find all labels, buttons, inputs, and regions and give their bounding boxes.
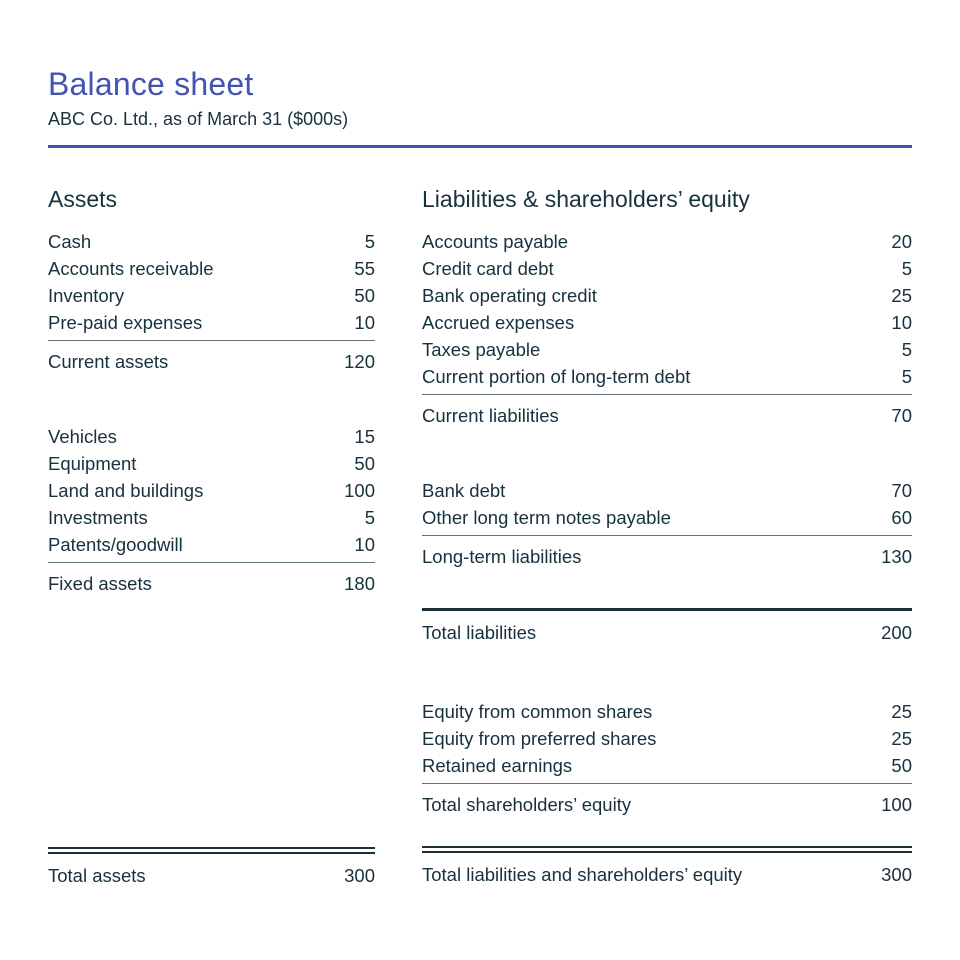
spacer [422,646,912,698]
spacer [422,818,912,846]
line-item-value: 25 [891,728,912,749]
line-item-row [48,228,375,255]
header-divider [48,145,912,148]
subtotal-value: 130 [881,546,912,567]
line-item-label: Bank operating credit [422,285,597,306]
subtotal-label: Current liabilities [422,405,559,426]
line-item-value: 15 [354,426,375,447]
total-value: 300 [881,864,912,885]
line-item-value: 20 [891,231,912,252]
line-item-value: 10 [354,312,375,333]
line-item-label: Inventory [48,285,125,306]
spacer [48,375,375,423]
total-row [422,861,912,888]
line-item-row [48,531,375,558]
spacer [422,429,912,477]
line-item-row [422,336,912,363]
line-item-label: Other long term notes payable [422,507,671,528]
spacer [48,597,375,847]
grand-total-rule [48,847,375,854]
line-item-row [422,698,912,725]
line-item-value: 5 [901,366,912,387]
line-item-value: 5 [901,339,912,360]
line-item-row [48,255,375,282]
total-value: 300 [344,865,375,886]
line-item-label: Pre-paid expenses [48,312,203,333]
balance-sheet-columns [48,186,912,889]
subtotal-value: 100 [881,794,912,815]
subtotal-row [422,791,912,818]
line-item-label: Patents/goodwill [48,534,183,555]
line-item-value: 5 [364,231,375,252]
line-item-label: Vehicles [48,426,117,447]
line-item-label: Taxes payable [422,339,541,360]
line-item-value: 25 [891,285,912,306]
line-item-row [48,423,375,450]
subtotal-row [422,543,912,570]
line-item-label: Accounts payable [422,231,569,252]
line-item-value: 55 [354,258,375,279]
line-item-row [48,450,375,477]
subtotal-label: Total shareholders’ equity [422,794,632,815]
line-item-label: Accrued expenses [422,312,575,333]
line-item-value: 70 [891,480,912,501]
line-item-label: Equity from preferred shares [422,728,657,749]
total-label: Total liabilities [422,622,537,643]
line-item-row [48,282,375,309]
line-item-value: 5 [901,258,912,279]
line-item-value: 50 [354,453,375,474]
line-item-value: 100 [344,480,375,501]
line-item-label: Current portion of long-term debt [422,366,691,387]
liabilities-heading: Liabilities & shareholders’ equity [422,186,750,212]
line-item-row [422,282,912,309]
subtotal-value: 120 [344,351,375,372]
subtotal-row [48,348,375,375]
subtotal-rule [422,394,912,395]
line-item-row [48,309,375,336]
total-value: 200 [881,622,912,643]
line-item-value: 5 [364,507,375,528]
page-subtitle: ABC Co. Ltd., as of March 31 ($000s) [48,109,349,129]
subtotal-value: 70 [891,405,912,426]
assets-heading: Assets [48,186,118,212]
page-title: Balance sheet [48,66,254,102]
line-item-label: Bank debt [422,480,506,501]
line-item-value: 60 [891,507,912,528]
line-item-row [422,309,912,336]
line-item-value: 50 [891,755,912,776]
spacer [422,570,912,608]
line-item-label: Accounts receivable [48,258,214,279]
subtotal-label: Current assets [48,351,169,372]
subtotal-rule [48,340,375,341]
total-row [422,619,912,646]
line-item-value: 10 [891,312,912,333]
subtotal-label: Fixed assets [48,573,152,594]
line-item-value: 10 [354,534,375,555]
assets-column [48,186,375,889]
line-item-row [422,752,912,779]
subtotal-row [48,570,375,597]
line-item-label: Retained earnings [422,755,573,776]
line-item-value: 25 [891,701,912,722]
total-liabilities-rule [422,608,912,611]
line-item-row [422,504,912,531]
line-item-row [422,255,912,282]
line-item-row [48,504,375,531]
line-item-row [48,477,375,504]
line-item-label: Land and buildings [48,480,204,501]
subtotal-rule [422,535,912,536]
line-item-value: 50 [354,285,375,306]
subtotal-rule [422,783,912,784]
subtotal-value: 180 [344,573,375,594]
grand-total-rule [422,846,912,853]
total-label: Total liabilities and shareholders’ equity [422,864,743,885]
total-label: Total assets [48,865,146,886]
line-item-row [422,363,912,390]
line-item-label: Equity from common shares [422,701,653,722]
line-item-row [422,477,912,504]
liabilities-equity-column [422,186,912,889]
line-item-label: Cash [48,231,92,252]
subtotal-label: Long-term liabilities [422,546,582,567]
line-item-label: Investments [48,507,148,528]
total-row [48,862,375,889]
subtotal-rule [48,562,375,563]
line-item-label: Credit card debt [422,258,554,279]
subtotal-row [422,402,912,429]
line-item-row [422,228,912,255]
line-item-label: Equipment [48,453,137,474]
line-item-row [422,725,912,752]
